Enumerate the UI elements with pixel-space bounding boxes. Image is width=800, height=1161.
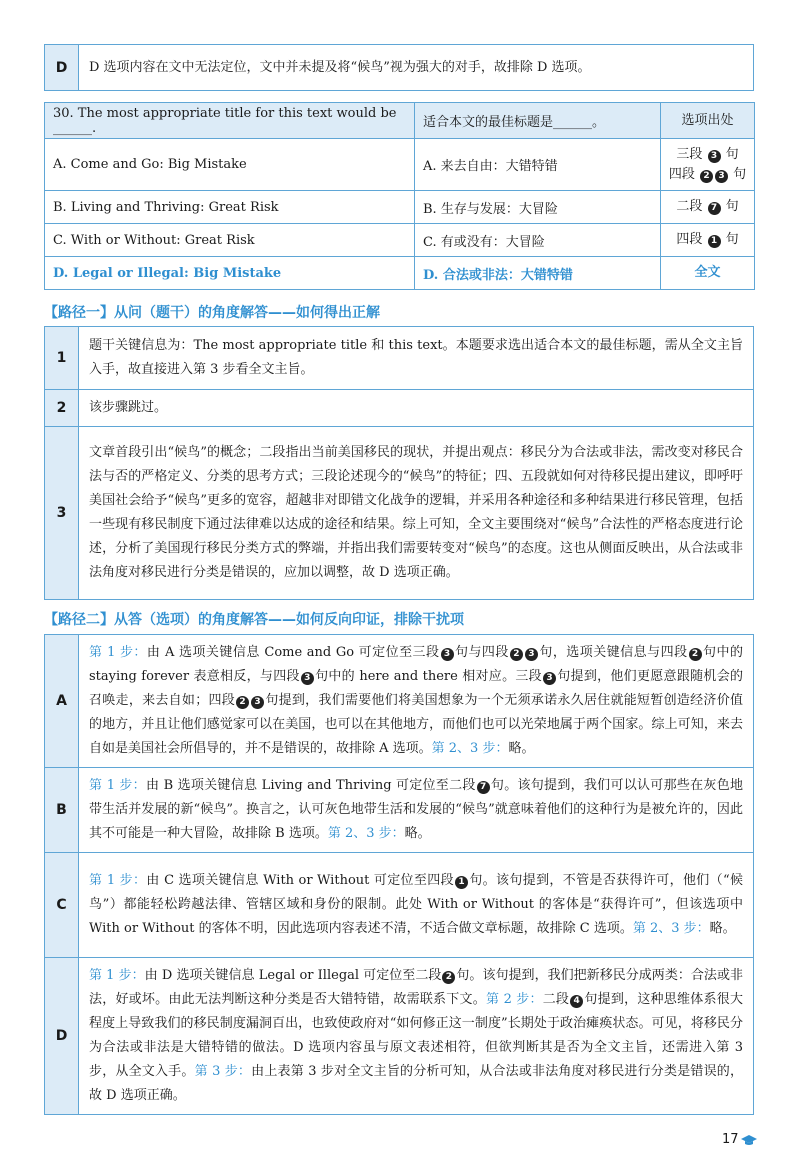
path1-title: 【路径一】从问（题干）的角度解答——如何得出正解	[44, 305, 380, 321]
circled-number-7: 7	[708, 202, 721, 215]
question-stem-en: 30. The most appropriate title for this text would be ______.	[45, 103, 415, 139]
option-row-d	[45, 257, 755, 290]
path2-title: 【路径二】从答（选项）的角度解答——如何反向印证，排除干扰项	[44, 612, 464, 628]
option-source: 全文	[661, 257, 755, 290]
analysis-text: 句提到，这种思维体系很大程度上导致我们的移民制度漏洞百出，也致使政府对“如何修正这一制度”长期处于政治瘫痪状态。可见，将移民分为合法或非法是大错特错的做法。D 选项内容虽与原文表述相符，但欲判断其是否为全文主旨，还需进入第 3 步，从全文入手。	[89, 992, 743, 1079]
circled-number-3: 3	[708, 150, 721, 163]
step-23-label: 第 2、3 步：	[431, 741, 509, 756]
source-sentence: 句	[725, 199, 739, 214]
circled-number: 3	[441, 648, 454, 661]
option-zh: A. 来去自由：大错特错	[415, 139, 661, 191]
option-label: D	[45, 958, 79, 1115]
circled-number: 4	[570, 995, 583, 1008]
step-label: 3	[45, 427, 79, 600]
analysis-text: 句提到，我们需要他们将美国想象为一个无须承诺永久居住就能短暂创造经济价值的地方，并且让他们感觉家可以在美国，也可以在其他地方，而他们也可以光荣地属于两个国家。综上可知，来去自如是美国社会所倡导的，并不是错误的，故排除 A 选项。	[89, 693, 743, 756]
option-row-a	[45, 139, 755, 191]
step-23-label: 第 2、3 步：	[327, 826, 405, 841]
step-1-label: 第 1 步：	[89, 968, 145, 983]
analysis-text: 句与四段	[454, 645, 509, 660]
source-sentence: 句	[733, 166, 747, 182]
circled-number: 2	[510, 648, 523, 661]
question-stem-zh: 适合本文的最佳标题是______。	[415, 103, 661, 139]
analysis-text: 句，选项关键信息与四段	[538, 645, 688, 660]
step-text: 该步骤跳过。	[79, 390, 754, 427]
graduation-cap-icon	[741, 1135, 757, 1145]
source-para: 三段	[676, 146, 703, 162]
option-d-table	[44, 44, 754, 91]
option-source	[661, 224, 755, 257]
analysis-text: 略。	[709, 921, 736, 936]
option-analysis	[79, 853, 754, 958]
option-analysis	[79, 635, 754, 768]
analysis-text: 由 C 选项关键信息 With or Without 可定位至四段	[146, 873, 454, 888]
analysis-text: 句中的 staying forever 表意相反，与四段	[89, 645, 743, 684]
circled-number-2: 2	[700, 170, 713, 183]
step-2-label: 第 2 步：	[485, 992, 543, 1007]
step-label: 2	[45, 390, 79, 427]
circled-number: 2	[442, 971, 455, 984]
option-source	[661, 139, 755, 191]
analysis-text: 略。	[508, 741, 535, 756]
analysis-text: 由上表第 3 步对全文主旨的分析可知，从合法或非法角度对移民进行分类是错误的，故 D 选项正确。	[89, 1064, 743, 1103]
page-number: 17	[722, 1132, 739, 1147]
step-23-label: 第 2、3 步：	[632, 921, 710, 936]
analysis-text: 由 D 选项关键信息 Legal or Illegal 可定位至二段	[144, 968, 442, 983]
circled-number: 3	[251, 696, 264, 709]
source-para: 四段	[668, 166, 695, 182]
circled-number: 3	[543, 672, 556, 685]
option-zh: C. 有或没有：大冒险	[415, 224, 661, 257]
step-1-label: 第 1 步：	[89, 645, 147, 660]
analysis-text: 由 A 选项关键信息 Come and Go 可定位至三段	[146, 645, 440, 660]
option-source	[661, 191, 755, 224]
analysis-text: 二段	[542, 992, 570, 1007]
row-label: D	[45, 45, 79, 91]
step-text: 文章首段引出“候鸟”的概念；二段指出当前美国移民的现状，并提出观点：移民分为合法或非法，需改变对移民合法与否的严格定义、分类的思考方式；三段论述现今的“候鸟”的特征；四、五段就如何对待移民提出建议，即呼吁美国社会给予“候鸟”更多的宽容，超越非对即错文化战争的逻辑，并采用各种途径和多种结果进行移民管理，包括一些现有移民制度下通过法律难以达成的途径和结果。综上可知，全文主要围绕对“候鸟”合法性的严格态度进行论述，分析了美国现行移民分类方式的弊端，并指出我们需要转变对“候鸟”的态度。这也从侧面反映出，从合法或非法角度对移民进行分类是错误的，应加以调整，故 D 选项正确。	[79, 427, 754, 600]
source-sentence: 句	[725, 232, 739, 247]
analysis-text: 由 B 选项关键信息 Living and Thriving 可定位至二段	[145, 778, 476, 793]
circled-number: 7	[477, 781, 490, 794]
path2-table	[44, 634, 754, 1115]
option-analysis	[79, 768, 754, 853]
option-en-correct: D. Legal or Illegal: Big Mistake	[45, 257, 415, 290]
option-row-c	[45, 224, 755, 257]
source-sentence: 句	[725, 146, 739, 162]
option-label: C	[45, 853, 79, 958]
option-zh-correct: D. 合法或非法：大错特错	[415, 257, 661, 290]
question-30-table	[44, 102, 755, 290]
step-label: 1	[45, 327, 79, 390]
circled-number-1: 1	[708, 235, 721, 248]
path1-table	[44, 326, 754, 600]
analysis-text: 句。该句提到，我们把新移民分成两类：合法或非法，好或坏。由此无法判断这种分类是否大错特错，故需联系下文。	[89, 968, 743, 1007]
option-label: A	[45, 635, 79, 768]
analysis-text: 略。	[404, 826, 431, 841]
option-en: B. Living and Thriving: Great Risk	[45, 191, 415, 224]
option-label: B	[45, 768, 79, 853]
circled-number: 2	[236, 696, 249, 709]
step-1-label: 第 1 步：	[89, 778, 146, 793]
analysis-text: 句中的 here and there 相对应。三段	[314, 669, 542, 684]
option-zh: B. 生存与发展：大冒险	[415, 191, 661, 224]
circled-number-3: 3	[715, 170, 728, 183]
row-text: D 选项内容在文中无法定位，文中并未提及将“候鸟”视为强大的对手，故排除 D 选项。	[79, 45, 754, 91]
circled-number: 3	[301, 672, 314, 685]
circled-number: 2	[689, 648, 702, 661]
circled-number: 3	[525, 648, 538, 661]
option-en: C. With or Without: Great Risk	[45, 224, 415, 257]
option-analysis	[79, 958, 754, 1115]
source-para: 二段	[676, 199, 703, 214]
analysis-text: 句提到，他们更愿意跟随机会的召唤走，来去自如；四段	[89, 669, 743, 708]
option-row-b	[45, 191, 755, 224]
option-en: A. Come and Go: Big Mistake	[45, 139, 415, 191]
circled-number: 1	[455, 876, 468, 889]
analysis-text: 句。该句提到，我们可以认可那些在灰色地带生活并发展的新“候鸟”。换言之，认可灰色地带生活和发展的“候鸟”就意味着他们的这种行为是被允许的，因此其不可能是一种大冒险，故排除 B 选项。	[89, 778, 743, 841]
source-para: 四段	[676, 232, 703, 247]
analysis-text: 句。该句提到，不管是否获得许可，他们（“候鸟”）都能轻松跨越法律、管辖区域和身份的限制。此处 With or Without 的客体是“获得许可”，但该选项中 With or Without 的客体不明，因此选项内容表述不清，不适合做文章标题，故排除 C 选项。	[89, 873, 743, 936]
step-3-label: 第 3 步：	[194, 1064, 252, 1079]
step-1-label: 第 1 步：	[89, 873, 147, 888]
source-header: 选项出处	[661, 103, 755, 139]
step-text: 题干关键信息为：The most appropriate title 和 this text。本题要求选出适合本文的最佳标题，需从全文主旨入手，故直接进入第 3 步看全文主旨。	[79, 327, 754, 390]
